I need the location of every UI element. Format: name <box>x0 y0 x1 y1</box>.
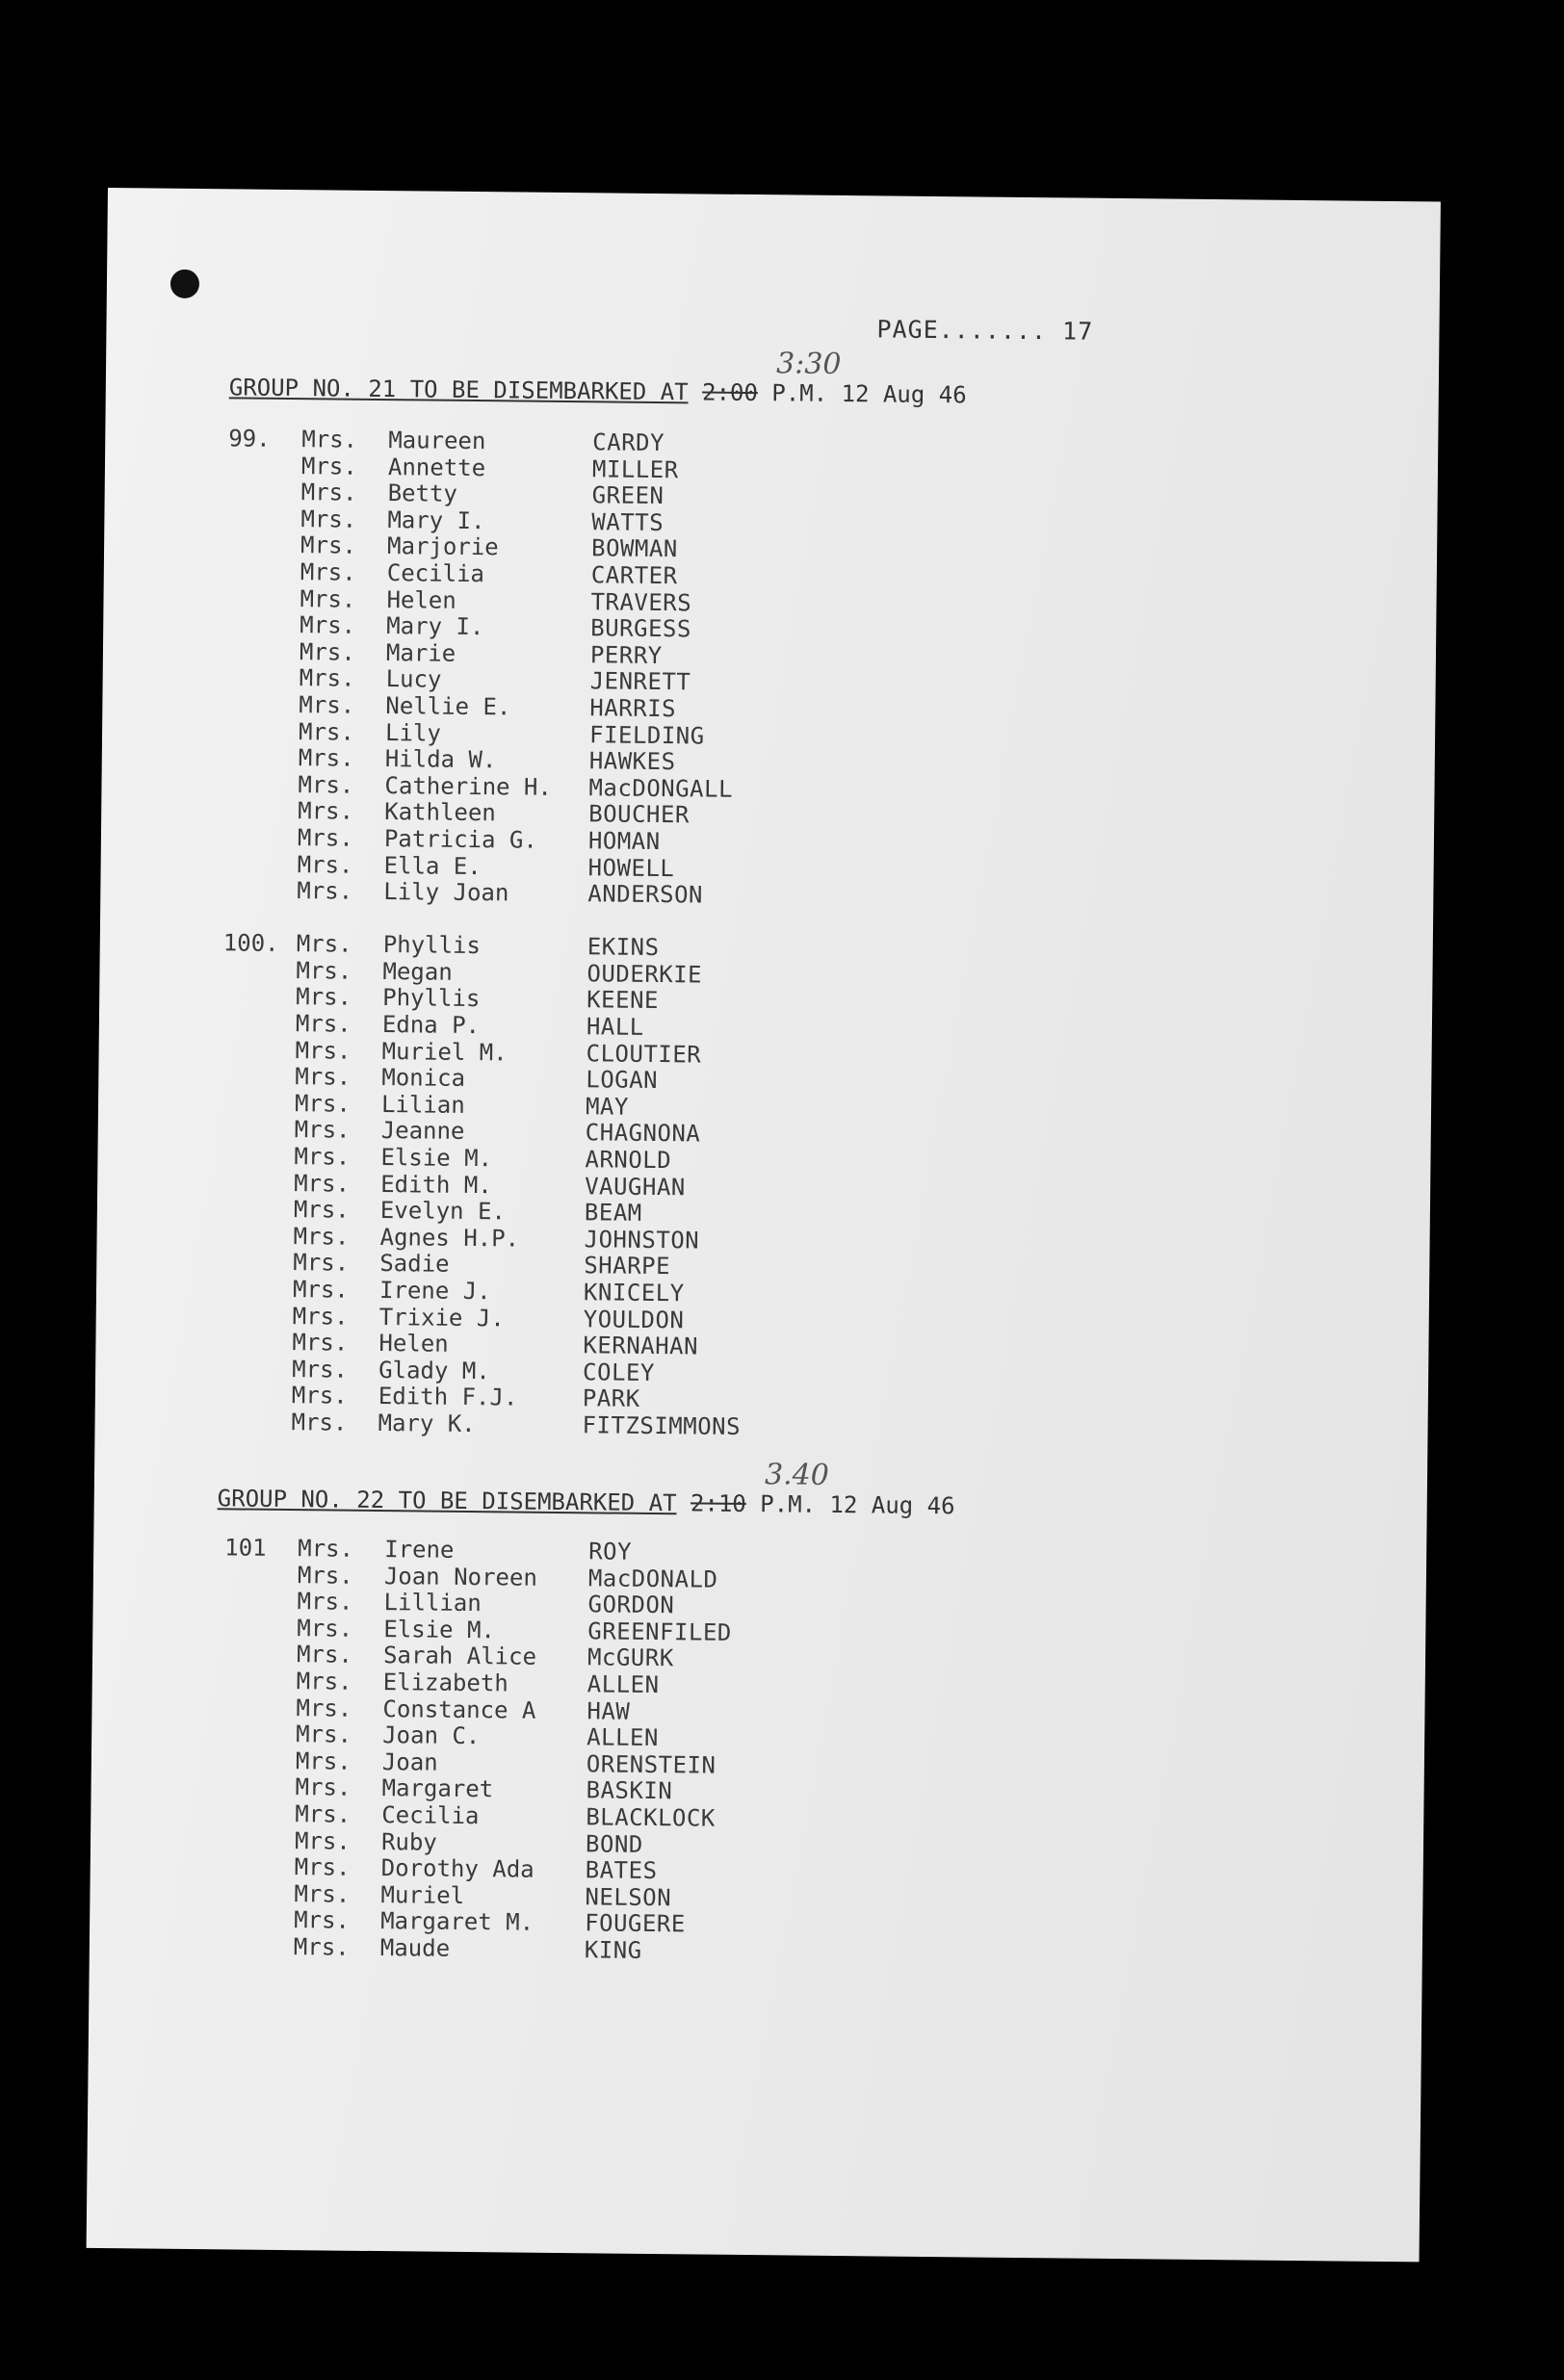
passenger-title: Mrs. <box>298 717 355 746</box>
passenger-surname: NELSON <box>585 1883 672 1911</box>
passenger-number <box>222 1827 295 1854</box>
passenger-surname: ALLEN <box>586 1723 660 1752</box>
passenger-number <box>228 479 301 506</box>
passenger-title: Mrs. <box>296 956 352 985</box>
passenger-number <box>223 877 297 904</box>
passenger-title: Mrs. <box>291 1382 348 1410</box>
passenger-title: Mrs. <box>292 1302 349 1331</box>
passenger-given-name: Helen <box>386 585 456 614</box>
passenger-given-name: Megan <box>382 957 453 986</box>
passenger-number <box>220 1276 293 1303</box>
passenger-title: Mrs. <box>294 1143 351 1171</box>
passenger-given-name: Lilian <box>380 1090 465 1119</box>
group-22-passenger-list <box>221 1535 733 1965</box>
passenger-surname: EKINS <box>586 933 660 962</box>
passenger-surname: KEENE <box>586 986 660 1015</box>
punch-hole-icon <box>170 270 199 298</box>
passenger-given-name: Helen <box>378 1330 449 1358</box>
passenger-title: Mrs. <box>294 1169 351 1198</box>
passenger-number <box>224 798 298 825</box>
passenger-given-name: Mary I. <box>386 612 484 641</box>
passenger-given-name: Constance A <box>382 1694 536 1724</box>
passenger-given-name: Cecilia <box>386 559 485 588</box>
passenger-given-name: Agnes H.P. <box>379 1223 520 1253</box>
passenger-number <box>222 1853 295 1880</box>
handwritten-time: 3:30 <box>775 347 842 381</box>
passenger-title: Mrs. <box>296 1694 352 1722</box>
passenger-surname: HALL <box>586 1013 644 1041</box>
passenger-title <box>297 905 383 933</box>
passenger-surname: ROY <box>588 1538 633 1565</box>
passenger-surname: KNICELY <box>583 1279 685 1307</box>
passenger-title: Mrs. <box>296 1720 352 1748</box>
passenger-number <box>223 904 297 931</box>
passenger-number <box>222 1117 295 1144</box>
group-21-passenger-list <box>218 426 750 1440</box>
passenger-surname: WATTS <box>591 508 665 536</box>
passenger-given-name: Kathleen <box>384 798 496 827</box>
passenger-surname: FITZSIMMONS <box>582 1411 742 1440</box>
time-suffix: P.M. 12 Aug 46 <box>771 379 967 409</box>
passenger-number <box>220 1250 293 1277</box>
passenger-title: Mrs. <box>291 1409 348 1436</box>
passenger-given-name: Irene <box>384 1536 455 1564</box>
passenger-given-name: Ruby <box>380 1827 437 1856</box>
passenger-surname: GREEN <box>591 481 665 510</box>
passenger-number <box>228 453 301 479</box>
passenger-title: Mrs. <box>296 1668 352 1695</box>
passenger-surname: PARK <box>582 1384 640 1413</box>
passenger-row <box>221 1933 729 1965</box>
passenger-number <box>221 1933 294 1960</box>
passenger-surname: McGURK <box>586 1643 674 1672</box>
passenger-surname: FIELDING <box>588 720 705 750</box>
passenger-surname: JENRETT <box>589 667 691 696</box>
passenger-surname: HOWELL <box>587 853 675 882</box>
passenger-number <box>220 1303 293 1330</box>
passenger-number <box>222 957 296 984</box>
passenger-surname: KING <box>584 1936 642 1964</box>
passenger-number <box>221 1143 294 1170</box>
passenger-title: Mrs. <box>295 1036 352 1065</box>
document-page <box>87 188 1441 2262</box>
passenger-title: Mrs. <box>292 1355 349 1384</box>
passenger-number <box>227 505 300 532</box>
handwritten-time: 3.40 <box>764 1458 830 1492</box>
passenger-given-name: Sadie <box>379 1250 450 1279</box>
passenger-given-name: Irene J. <box>378 1277 491 1306</box>
passenger-given-name: Trixie J. <box>378 1303 505 1332</box>
passenger-number <box>222 1747 296 1774</box>
passenger-given-name: Joan <box>381 1747 438 1776</box>
passenger-surname: MILLER <box>591 454 679 483</box>
passenger-given-name: Marie <box>385 638 456 667</box>
passenger-title: Mrs. <box>296 930 352 958</box>
passenger-title: Mrs. <box>298 797 354 826</box>
passenger-surname: BATES <box>585 1856 658 1885</box>
passenger-title: Mrs. <box>300 504 357 533</box>
passenger-given-name: Annette <box>387 453 486 481</box>
passenger-surname: MacDONGALL <box>588 773 734 803</box>
passenger-surname: PERRY <box>589 641 663 669</box>
passenger-title: Mrs. <box>300 584 356 613</box>
passenger-given-name: Maude <box>379 1933 451 1962</box>
passenger-number <box>224 851 298 878</box>
passenger-title: Mrs. <box>298 770 354 799</box>
passenger-given-name: Evelyn E. <box>379 1197 507 1226</box>
passenger-number <box>226 611 300 638</box>
passenger-surname: BLACKLOCK <box>586 1803 716 1832</box>
passenger-surname: JOHNSTON <box>584 1226 700 1255</box>
passenger-number <box>222 1800 295 1827</box>
passenger-surname: HAW <box>586 1696 631 1725</box>
time-suffix: P.M. 12 Aug 46 <box>760 1490 955 1520</box>
passenger-given-name: Joan C. <box>382 1721 481 1750</box>
passenger-number <box>221 1880 294 1907</box>
passenger-number <box>224 1562 298 1589</box>
passenger-number <box>222 1774 295 1801</box>
passenger-number: 100. <box>222 929 279 958</box>
passenger-surname: TRAVERS <box>590 587 692 616</box>
passenger-surname: BEAM <box>584 1199 642 1228</box>
passenger-number <box>221 1907 294 1934</box>
passenger-surname: ALLEN <box>586 1670 660 1699</box>
passenger-title: Mrs. <box>294 1853 351 1881</box>
passenger-surname: BURGESS <box>590 614 692 643</box>
passenger-number <box>227 558 300 585</box>
passenger-title: Mrs. <box>297 1588 353 1616</box>
passenger-title: Mrs. <box>301 426 358 453</box>
passenger-given-name: Nellie E. <box>385 691 511 721</box>
passenger-number <box>223 1668 297 1694</box>
passenger-number <box>227 532 300 559</box>
passenger-title: Mrs. <box>299 664 355 693</box>
passenger-given-name: Mary K. <box>378 1409 476 1438</box>
passenger-title: Mrs. <box>297 1614 353 1643</box>
passenger-given-name: Muriel <box>380 1880 465 1909</box>
passenger-given-name: Margaret M. <box>380 1907 534 1937</box>
passenger-surname: CARDY <box>592 428 665 457</box>
passenger-number <box>225 718 299 745</box>
passenger-number <box>223 1615 297 1642</box>
passenger-surname: MacDONALD <box>587 1564 718 1593</box>
passenger-surname: BOWMAN <box>590 534 678 563</box>
passenger-title: Mrs. <box>294 1089 351 1118</box>
passenger-given-name: Phyllis <box>382 984 481 1013</box>
passenger-surname: KERNAHAN <box>583 1332 699 1360</box>
passenger-given-name: Glady M. <box>378 1356 490 1385</box>
passenger-surname: BASKIN <box>586 1776 673 1805</box>
passenger-number <box>222 1694 296 1721</box>
passenger-surname: GREENFILED <box>587 1617 732 1646</box>
passenger-surname: HOMAN <box>587 827 661 855</box>
passenger-title: Mrs. <box>297 1561 353 1590</box>
group-21-heading <box>228 347 967 409</box>
passenger-given-name: Edna P. <box>381 1011 481 1040</box>
passenger-number <box>222 1037 295 1064</box>
passenger-given-name: Mary I. <box>387 505 485 534</box>
passenger-title: Mrs. <box>300 479 357 506</box>
passenger-given-name: Edith M. <box>380 1170 492 1199</box>
passenger-surname: COLEY <box>583 1358 656 1386</box>
passenger-given-name: Hilda W. <box>384 745 497 774</box>
struck-time: 2:10 <box>690 1489 746 1518</box>
passenger-given-name: Elizabeth <box>382 1669 508 1697</box>
passenger-surname: HAWKES <box>588 747 676 776</box>
passenger-title: Mrs. <box>294 1826 351 1855</box>
passenger-given-name: Margaret <box>381 1774 494 1803</box>
passenger-given-name: Monica <box>381 1064 466 1093</box>
passenger-number <box>218 1409 291 1436</box>
passenger-title: Mrs. <box>294 1906 351 1935</box>
passenger-surname: ANDERSON <box>587 880 704 909</box>
passenger-title: Mrs. <box>293 1933 350 1961</box>
passenger-title: Mrs. <box>300 531 357 560</box>
passenger-number <box>219 1329 292 1356</box>
passenger-surname: BOND <box>585 1829 643 1858</box>
passenger-title: Mrs. <box>295 1746 352 1775</box>
passenger-title: Mrs. <box>298 1535 354 1563</box>
passenger-title: Mrs. <box>300 558 356 586</box>
passenger-given-name: Betty <box>387 479 458 508</box>
passenger-surname: VAUGHAN <box>585 1172 686 1201</box>
passenger-given-name: Lily Joan <box>383 878 509 907</box>
group-heading-text: GROUP NO. 21 TO BE DISEMBARKED AT <box>228 374 689 406</box>
passenger-given-name: Catherine H. <box>384 771 553 801</box>
passenger-number <box>222 1064 295 1091</box>
passenger-surname: ORENSTEIN <box>586 1750 717 1779</box>
passenger-surname: HARRIS <box>589 694 677 723</box>
passenger-given-name: Phyllis <box>382 931 482 960</box>
passenger-title: Mrs. <box>294 1116 351 1145</box>
passenger-title: Mrs. <box>296 1641 352 1669</box>
passenger-surname: GORDON <box>587 1591 675 1619</box>
passenger-given-name: Maureen <box>388 427 486 455</box>
passenger-number <box>219 1356 292 1383</box>
passenger-surname: FOUGERE <box>585 1909 686 1938</box>
passenger-title: Mrs. <box>300 611 356 639</box>
passenger-number: 99. <box>228 425 271 453</box>
passenger-given-name: Joan Noreen <box>383 1562 538 1591</box>
passenger-number <box>222 1090 295 1117</box>
passenger-given-name: Elsie M. <box>380 1144 493 1173</box>
passenger-row <box>218 1409 741 1440</box>
passenger-given-name: Edith F.J. <box>378 1383 518 1411</box>
passenger-number <box>222 1720 296 1747</box>
passenger-number <box>221 1197 294 1224</box>
passenger-given-name <box>383 906 587 935</box>
passenger-number <box>224 771 298 798</box>
passenger-number <box>224 824 298 851</box>
passenger-title: Mrs. <box>292 1276 349 1304</box>
passenger-number <box>223 1589 297 1616</box>
passenger-given-name: Ella E. <box>383 851 482 880</box>
passenger-number <box>223 1642 297 1669</box>
passenger-surname: OUDERKIE <box>586 960 703 989</box>
passenger-title: Mrs. <box>294 1879 351 1908</box>
passenger-title: Mrs. <box>297 824 353 852</box>
passenger-number <box>225 744 299 771</box>
passenger-number <box>226 638 300 665</box>
group-22-heading <box>217 1458 955 1520</box>
passenger-given-name: Marjorie <box>386 532 499 561</box>
passenger-title: Mrs. <box>293 1249 350 1278</box>
passenger-given-name: Patricia G. <box>383 824 538 854</box>
passenger-surname: MAY <box>585 1093 630 1121</box>
passenger-title: Mrs. <box>295 1063 352 1091</box>
passenger-title: Mrs. <box>299 691 355 719</box>
passenger-given-name: Muriel M. <box>381 1037 508 1067</box>
passenger-given-name: Lily <box>384 718 442 747</box>
passenger-surname: CLOUTIER <box>586 1039 702 1069</box>
passenger-surname: SHARPE <box>584 1252 671 1281</box>
passenger-given-name: Dorothy Ada <box>380 1854 534 1883</box>
passenger-surname: ARNOLD <box>585 1146 672 1175</box>
passenger-title: Mrs. <box>295 1773 352 1802</box>
passenger-surname: BOUCHER <box>588 800 691 829</box>
passenger-title: Mrs. <box>300 452 357 480</box>
passenger-title: Mrs. <box>298 744 354 772</box>
passenger-number <box>221 1170 294 1197</box>
passenger-number: 101 <box>224 1534 267 1562</box>
passenger-number <box>220 1223 293 1250</box>
passenger-number <box>225 691 299 718</box>
group-heading-text: GROUP NO. 22 TO BE DISEMBARKED AT <box>217 1485 677 1517</box>
passenger-given-name: Jeanne <box>380 1117 465 1146</box>
passenger-surname: YOULDON <box>583 1305 685 1333</box>
passenger-title: Mrs. <box>295 1800 352 1828</box>
passenger-title: Mrs. <box>296 983 352 1012</box>
passenger-number <box>226 585 300 612</box>
passenger-surname: CHAGNONA <box>585 1119 701 1148</box>
struck-time: 2:00 <box>701 378 759 407</box>
page-number: PAGE....... 17 <box>876 315 1094 346</box>
passenger-title: Mrs. <box>297 850 353 879</box>
passenger-number <box>226 665 300 692</box>
passenger-number <box>222 1010 296 1037</box>
passenger-title: Mrs. <box>293 1196 350 1224</box>
passenger-title: Mrs. <box>292 1329 349 1357</box>
passenger-number <box>222 984 296 1011</box>
passenger-number <box>219 1383 292 1410</box>
passenger-surname: CARTER <box>590 561 678 590</box>
passenger-surname: LOGAN <box>586 1066 659 1095</box>
passenger-given-name: Lillian <box>383 1589 482 1617</box>
passenger-given-name: Cecilia <box>381 1801 480 1830</box>
passenger-title: Mrs. <box>293 1222 350 1251</box>
passenger-title: Mrs. <box>299 637 355 666</box>
passenger-given-name: Sarah Alice <box>382 1642 537 1671</box>
passenger-title: Mrs. <box>295 1010 352 1038</box>
passenger-title: Mrs. <box>297 877 353 905</box>
passenger-given-name: Elsie M. <box>383 1615 496 1644</box>
passenger-given-name: Lucy <box>385 665 442 693</box>
